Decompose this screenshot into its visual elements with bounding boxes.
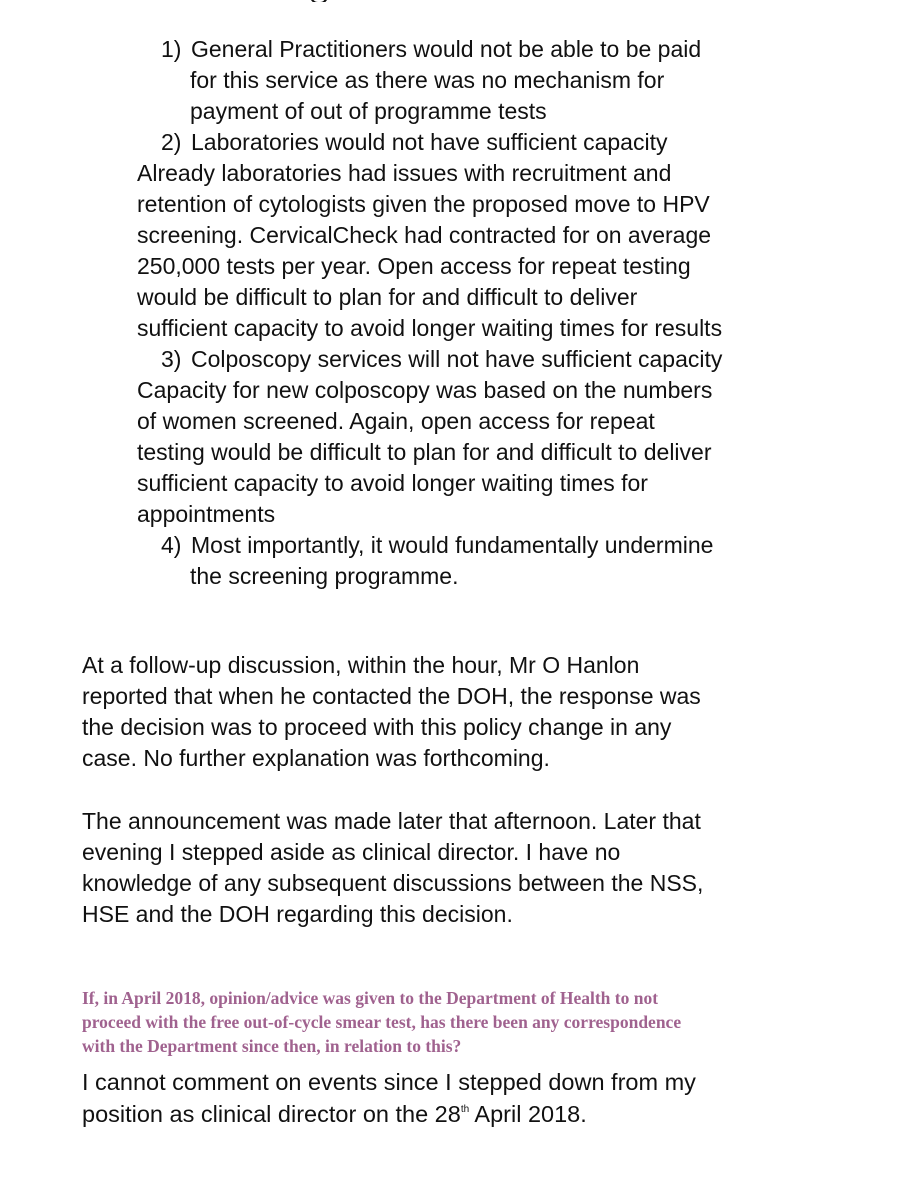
answer-line — [82, 1098, 696, 1130]
list-item-4 — [137, 530, 722, 561]
list-item-text: for this service as there was no mechanism for — [190, 67, 665, 93]
question-heading — [82, 986, 842, 1058]
list-explanation-line: retention of cytologists given the proposed move to HPV — [137, 191, 710, 217]
list-explanation-line: 250,000 tests per year. Open access for repeat testing — [137, 253, 691, 279]
paragraph-line: The announcement was made later that afternoon. Later that — [82, 808, 701, 834]
list-number: 3) — [161, 346, 182, 372]
list-item-1 — [137, 34, 722, 65]
paragraph-line: knowledge of any subsequent discussions between the NSS, — [82, 870, 704, 896]
list-item-3 — [137, 344, 722, 375]
list-explanation-line: testing would be difficult to plan for and difficult to deliver — [137, 439, 712, 465]
list-item-text: Colposcopy services will not have sufficient capacity — [191, 346, 723, 372]
paragraph-announcement — [82, 806, 703, 930]
answer-text: April 2018. — [469, 1101, 587, 1127]
question-line: proceed with the free out-of-cycle smear test, has there been any correspondence — [82, 1012, 682, 1032]
numbered-list — [137, 34, 722, 592]
list-explanation-line: of women screened. Again, open access for repeat — [137, 408, 655, 434]
list-item-text: Most importantly, it would fundamentally undermine — [191, 532, 714, 558]
list-number: 2) — [161, 129, 182, 155]
list-item-text: General Practitioners would not be able to be paid — [191, 36, 702, 62]
paragraph-line: case. No further explanation was forthcoming. — [82, 745, 550, 771]
answer-paragraph — [82, 1066, 696, 1130]
question-line: If, in April 2018, opinion/advice was given to the Department of Health to not — [82, 988, 659, 1008]
paragraph-line: HSE and the DOH regarding this decision. — [82, 901, 513, 927]
list-explanation-line: would be difficult to plan for and difficult to deliver — [137, 284, 638, 310]
list-explanation-line: Capacity for new colposcopy was based on the numbers — [137, 377, 713, 403]
paragraph-line: reported that when he contacted the DOH, the response was — [82, 683, 701, 709]
paragraph-line: the decision was to proceed with this policy change in any — [82, 714, 672, 740]
paragraph-line: At a follow-up discussion, within the hour, Mr O Hanlon — [82, 652, 640, 678]
list-item-2 — [137, 127, 722, 158]
answer-text: position as clinical director on the 28 — [82, 1101, 461, 1127]
list-item-text: payment of out of programme tests — [190, 98, 547, 124]
list-explanation-line: Already laboratories had issues with recruitment and — [137, 160, 672, 186]
answer-line: I cannot comment on events since I stepped down from my — [82, 1069, 696, 1095]
list-explanation-line: appointments — [137, 501, 276, 527]
question-line: with the Department since then, in relation to this? — [82, 1036, 462, 1056]
list-explanation-line: sufficient capacity to avoid longer waiting times for results — [137, 315, 723, 341]
list-item-text: Laboratories would not have sufficient capacity — [191, 129, 668, 155]
list-explanation-line: sufficient capacity to avoid longer waiting times for — [137, 470, 648, 496]
paragraph-line: evening I stepped aside as clinical director. I have no — [82, 839, 621, 865]
list-item-text: the screening programme. — [190, 563, 459, 589]
list-explanation-line: screening. CervicalCheck had contracted for on average — [137, 222, 712, 248]
cropped-text-fragment — [310, 0, 332, 2]
paragraph-follow-up — [82, 650, 701, 774]
ordinal-suffix: th — [460, 1104, 470, 1115]
list-number: 1) — [161, 36, 182, 62]
list-number: 4) — [161, 532, 182, 558]
